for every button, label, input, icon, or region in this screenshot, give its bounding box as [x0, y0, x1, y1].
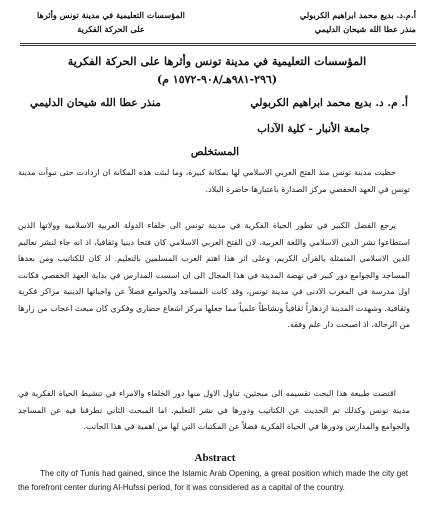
- author-primary: أ. م. د. بديع محمد ابراهيم الكربولي: [250, 97, 408, 109]
- abstract-english-heading: Abstract: [194, 452, 236, 464]
- paper-date-range: (٢٩٦-٩٨١هـ/٩٠٨-١٥٧٢ م): [156, 73, 278, 86]
- paragraph-text: يرجع الفضل الكبير في تطور الحياة الفكرية في مدينة تونس الى خلفاء الدولة العربية الاسلامية وولاتها الذين استطاعوا نشر الدين الاسلامي واللغة العربية، لان الفتح العربي الاسلامي كان فتحا دينيا وثقافيا، اذ انه جاء لنشر تعاليم الدين الاسلامي المتمثلة بالقرآن الكريم، وعلى اثر هذا اهتم العرب المسلمين بالتعليم. اذ كان للكتاتيب ومن بعدها المساجد والجوامع دور كبير في نهضة المدينة في هذا المجال الى ان اسست المدارس في بداية العهد الحفصي فكانت اول مدرسة في المغرب الادنى في مدينة تونس، وقد كانت المساجد والجوامع فضلاً عن واجباتها الدينية مراكز فكرية وثقافية. وشهدت المدينة ازدهاراً ثقافياً ونشاطاً علمياً مما جعلها مركز اشعاع حضاري وفكري كان مبعث اعجاب من زارها من الرحالة، اذ اصبحت دار علم وفقه.: [18, 221, 410, 329]
- running-header-title-line2: على الحركة الفكرية: [77, 24, 145, 34]
- paragraph-text: حظيت مدينة تونس منذ الفتح العربي الاسلامي لها بمكانة كبيرة، وما لبثت هذه المكانة ان ازدادت حتى تبوأت مدينة تونس في العهد الحفصي مركز الصدارة باعتبارها حاضرة البلاد.: [18, 168, 410, 194]
- abstract-paragraph: The city of Tunis had gained, since the Islamic Arab Opening, a great position which made the city get the forefront center during Al-Hufssi period, for it was considered as a capital of the country.: [18, 469, 408, 493]
- body-paragraph-3: [18, 386, 410, 436]
- author-secondary: منذر عطا الله شيحان الدليمي: [30, 97, 161, 109]
- header-divider: [20, 43, 416, 44]
- running-header-title-line1: المؤسسات التعليمية في مدينة تونس وأثرها: [37, 10, 185, 20]
- header-divider-secondary: [20, 45, 416, 46]
- abstract-english-text: [18, 467, 408, 496]
- running-header-author2: منذر عطا الله شيحان الدليمي: [314, 24, 416, 34]
- abstract-arabic-heading: المستخلص: [190, 146, 240, 158]
- running-header: [20, 8, 416, 42]
- running-header-title: [20, 8, 202, 36]
- body-paragraph-1: [18, 165, 410, 198]
- running-header-authors: [266, 8, 416, 36]
- paragraph-text: اقتضت طبيعة هذا البحث تقسيمه الى مبحثين، تناول الاول منها دور الخلفاء والامراء في تنشيط الحياة الفكرية في مدينة تونس وكذلك تم الحديث عن الكتاتيب ودورها في نشر التعليم. اما المبحث الثاني تطرقنا فيه عن المساجد والجوامع والمدارس ودورها في الحياة الفكرية فضلاً عن المكتبات التي لها من اهمية في هذا الجانب.: [18, 389, 410, 431]
- paper-title: المؤسسات التعليمية في مدينة تونس وأثرها على الحركة الفكرية: [67, 54, 367, 68]
- author-affiliation: جامعة الأنبار - كلية الآداب: [257, 123, 370, 135]
- running-header-author1: أ.م.د. بديع محمد ابراهيم الكربولي: [299, 10, 416, 20]
- body-paragraph-2: [18, 218, 410, 334]
